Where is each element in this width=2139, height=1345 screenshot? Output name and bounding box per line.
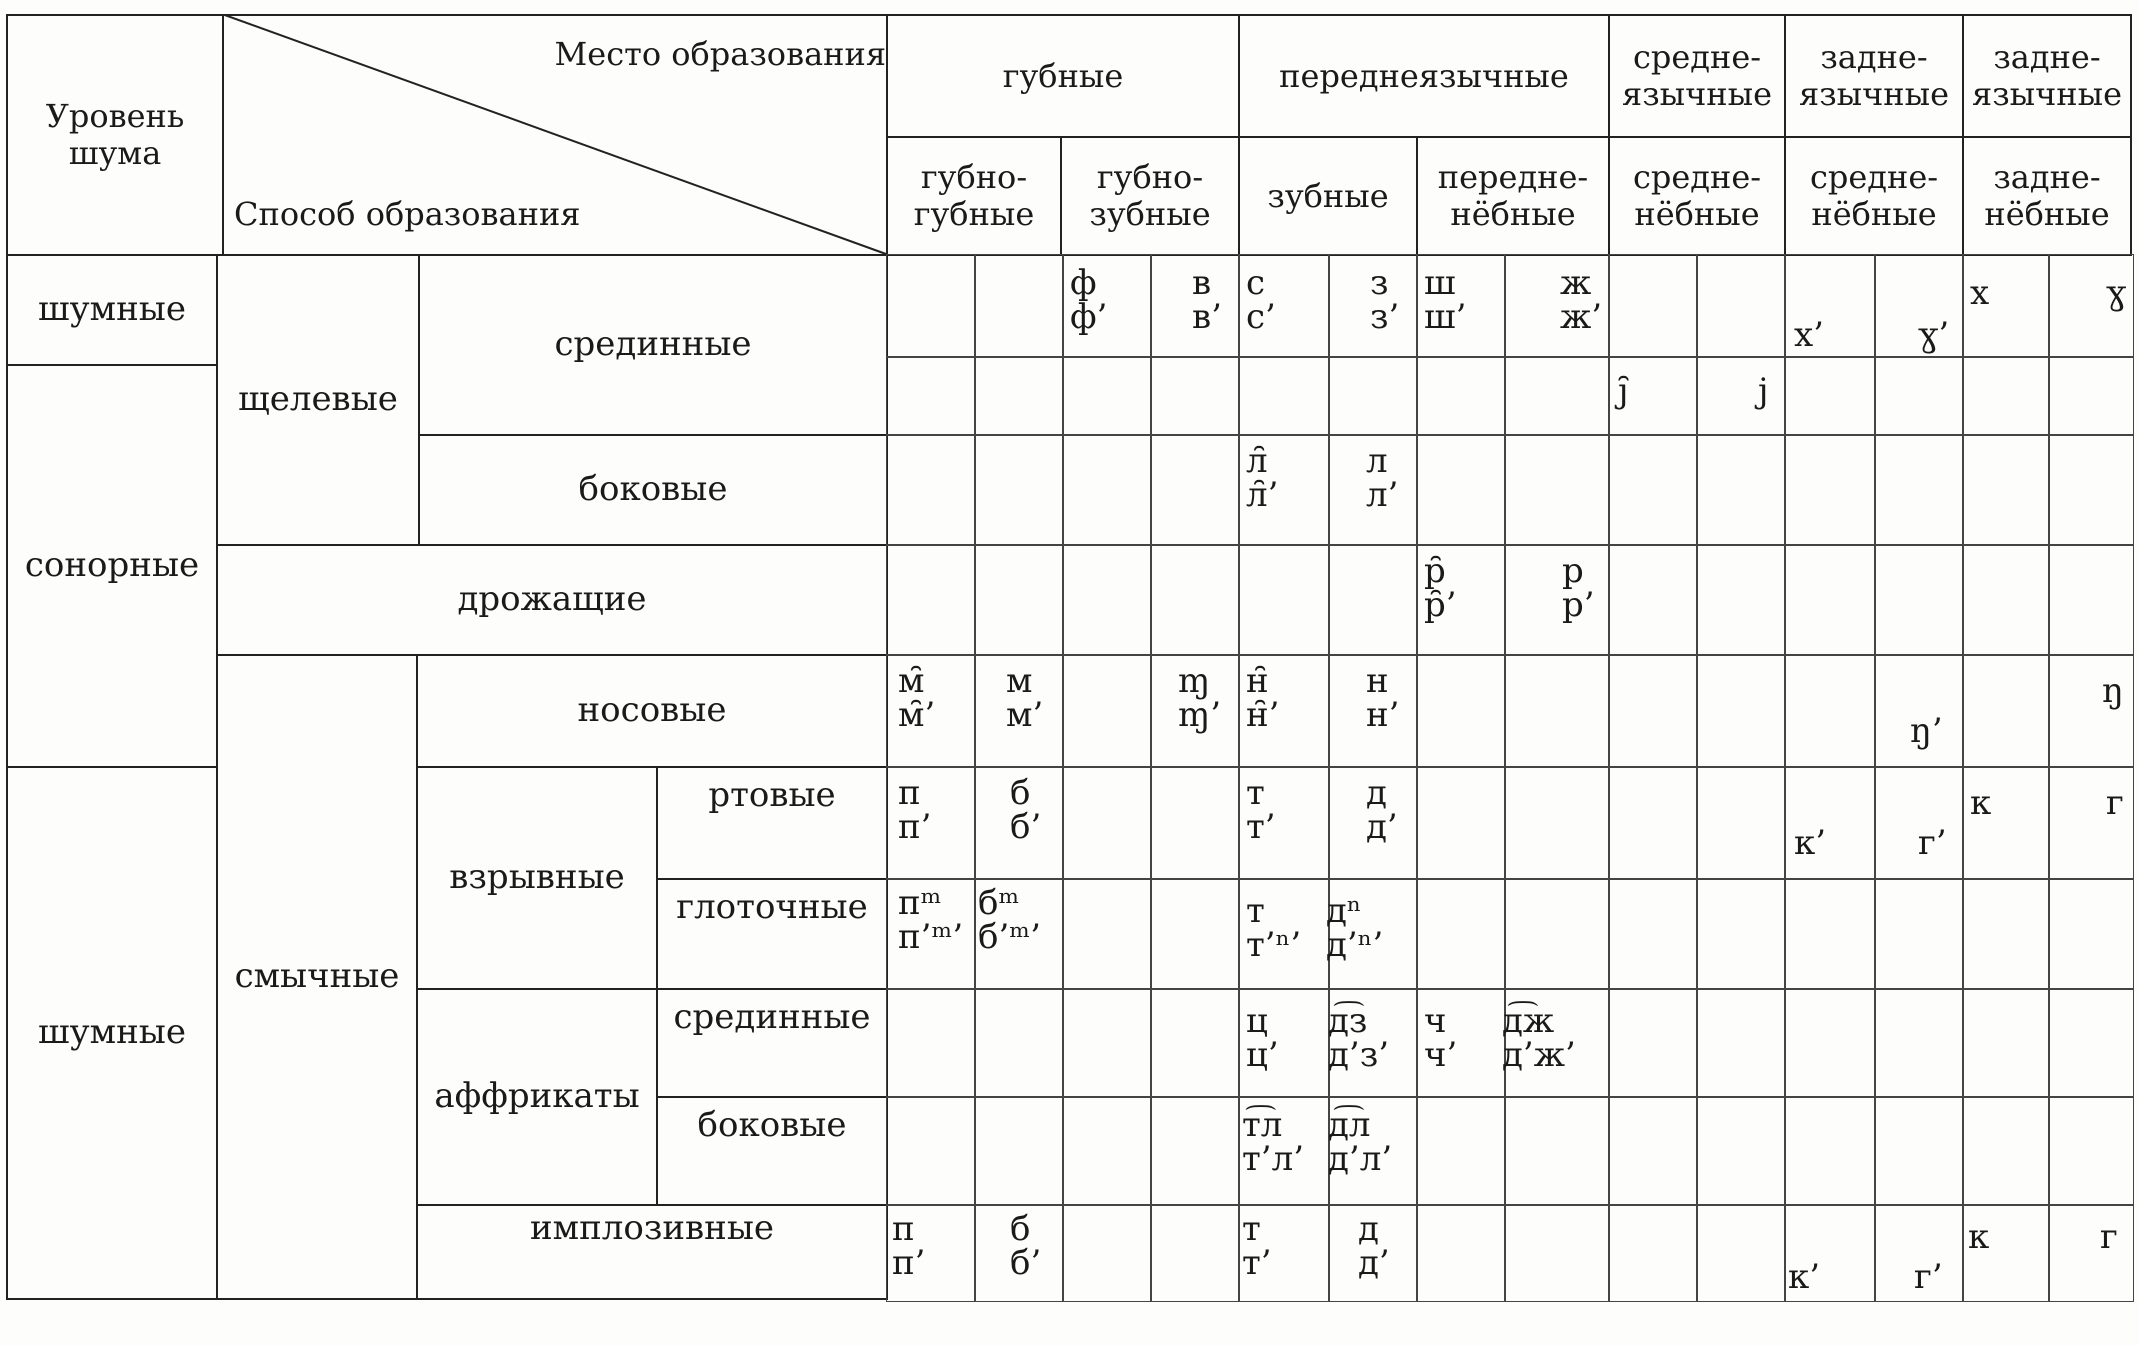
phoneme-eng-palatal: ŋ’ <box>1910 711 1943 751</box>
grid-cell <box>1784 1096 1876 1206</box>
grid-cell <box>1062 544 1152 656</box>
row-aff-median: срединные <box>673 997 871 1038</box>
phoneme-pm: пᵐ п’ᵐ’ <box>898 883 964 957</box>
grid-cell <box>1416 766 1506 880</box>
phoneme-eng: ŋ <box>2102 671 2124 711</box>
group-back-lingual-1: задне- язычные <box>1799 38 1949 113</box>
phoneme-b-implosive: б б’ <box>1010 1209 1042 1283</box>
grid-cell <box>1784 878 1876 990</box>
level-noisy-top: шумные <box>38 289 186 330</box>
grid-cell <box>1416 1096 1506 1206</box>
grid-cell <box>1696 654 1786 768</box>
grid-cell <box>974 988 1064 1098</box>
plosive-label: взрывные <box>449 857 625 898</box>
row-aff-lateral: боковые <box>697 1105 847 1146</box>
grid-cell <box>886 1096 976 1206</box>
phoneme-mj: ɱ ɱ’ <box>1178 661 1222 735</box>
phoneme-gamma-palatal: ɣ’ <box>1918 315 1950 355</box>
grid-cell <box>1962 1096 2050 1206</box>
phoneme-v: в в’ <box>1192 263 1222 337</box>
phoneme-j: j <box>1758 371 1769 411</box>
phoneme-ts: ц ц’ <box>1246 1001 1279 1075</box>
grid-cell <box>1416 878 1506 990</box>
grid-cell <box>1062 434 1152 546</box>
phoneme-p: п п’ <box>898 773 932 847</box>
grid-cell <box>1874 544 1964 656</box>
grid-cell <box>1874 988 1964 1098</box>
grid-cell <box>1504 1096 1610 1206</box>
level-noisy-bottom: шумные <box>38 1012 186 1053</box>
grid-cell <box>1150 766 1240 880</box>
grid-cell <box>974 434 1064 546</box>
grid-cell <box>1150 356 1240 436</box>
phoneme-bm: бᵐ б’ᵐ’ <box>978 883 1041 957</box>
subgroup-dental: зубные <box>1267 176 1389 215</box>
grid-cell <box>1962 356 2050 436</box>
grid-cell <box>1062 988 1152 1098</box>
grid-cell <box>1504 434 1610 546</box>
grid-cell <box>1238 544 1330 656</box>
grid-cell <box>1962 434 2050 546</box>
grid-cell <box>2048 878 2134 990</box>
grid-cell <box>1874 434 1964 546</box>
phoneme-gamma: ɣ <box>2106 273 2127 313</box>
grid-cell <box>1608 766 1698 880</box>
phoneme-g-implosive-palatal: г’ <box>1914 1257 1943 1297</box>
grid-cell <box>1608 254 1698 358</box>
grid-cell <box>1608 544 1698 656</box>
grid-cell <box>974 356 1064 436</box>
grid-cell <box>886 254 976 358</box>
grid-cell <box>1962 878 2050 990</box>
row-median: срединные <box>554 324 752 365</box>
phoneme-dzh: д͡ж д’ж’ <box>1502 1001 1576 1075</box>
grid-cell <box>1150 1096 1240 1206</box>
affricate-label: аффрикаты <box>434 1076 640 1117</box>
grid-cell <box>1696 766 1786 880</box>
subgroup-midpalatal-2: средне- нёбные <box>1809 158 1939 233</box>
phoneme-x: х <box>1970 273 1990 313</box>
group-mid-lingual: средне- язычные <box>1622 38 1772 113</box>
subgroup-labiodental: губно- зубные <box>1089 158 1211 233</box>
phoneme-r-voiceless: р̑ р̑’ <box>1424 551 1457 625</box>
grid-cell <box>1962 544 2050 656</box>
grid-cell <box>1062 1096 1152 1206</box>
grid-cell <box>2048 988 2134 1098</box>
group-labial: губные <box>1002 56 1124 95</box>
grid-cell <box>1150 1204 1240 1302</box>
phoneme-s: с с’ <box>1246 263 1276 337</box>
grid-cell <box>1062 654 1152 768</box>
phoneme-m: м м’ <box>1006 661 1044 735</box>
grid-cell <box>1062 878 1152 990</box>
phoneme-tl: т͡л т’л’ <box>1242 1105 1305 1179</box>
grid-cell <box>1608 878 1698 990</box>
phoneme-n-voiceless: н̑ н̑’ <box>1246 661 1280 735</box>
phoneme-g: г <box>2106 783 2124 823</box>
grid-cell <box>1062 356 1152 436</box>
grid-cell <box>886 434 976 546</box>
grid-cell <box>1696 434 1786 546</box>
phoneme-sh: ш ш’ <box>1424 263 1467 337</box>
phoneme-dl: д͡л д’л’ <box>1328 1105 1393 1179</box>
grid-cell <box>1238 356 1330 436</box>
consonant-table <box>6 14 2132 1300</box>
phoneme-n: н н’ <box>1366 661 1400 735</box>
subgroup-prepalatal: передне- нёбные <box>1437 158 1589 233</box>
grid-cell <box>1696 356 1786 436</box>
grid-cell <box>1696 544 1786 656</box>
grid-cell <box>1784 988 1876 1098</box>
grid-cell <box>1696 878 1786 990</box>
grid-cell <box>1696 1096 1786 1206</box>
grid-cell <box>1874 1096 1964 1206</box>
grid-cell <box>1150 988 1240 1098</box>
grid-cell <box>1784 434 1876 546</box>
phoneme-k-implosive: к <box>1968 1217 1990 1257</box>
phoneme-l: л л’ <box>1366 441 1399 515</box>
grid-cell <box>2048 1096 2134 1206</box>
grid-cell <box>1784 356 1876 436</box>
grid-cell <box>1874 356 1964 436</box>
phoneme-t-implosive: т т’ <box>1242 1209 1272 1283</box>
grid-cell <box>2048 434 2134 546</box>
row-pharyngeal: глоточные <box>676 887 868 928</box>
place-of-articulation-label: Место образования <box>554 34 886 73</box>
grid-cell <box>2048 1204 2134 1302</box>
manner-fricative: щелевые <box>238 379 398 420</box>
phoneme-l-voiceless: л̑ л̑’ <box>1246 441 1279 515</box>
grid-cell <box>1150 878 1240 990</box>
grid-cell <box>1150 544 1240 656</box>
phoneme-j-voiceless: j̑ <box>1618 371 1629 411</box>
phoneme-z: з з’ <box>1370 263 1400 337</box>
grid-cell <box>1962 988 2050 1098</box>
row-trill: дрожащие <box>457 579 647 620</box>
row-lateral: боковые <box>578 469 728 510</box>
grid-cell <box>1696 1204 1786 1302</box>
phoneme-d-implosive: д д’ <box>1358 1209 1390 1283</box>
phoneme-r: р р’ <box>1562 551 1595 625</box>
grid-cell <box>1328 544 1418 656</box>
grid-cell <box>1504 356 1610 436</box>
grid-cell <box>1416 434 1506 546</box>
phoneme-dn: дⁿ д’ⁿ’ <box>1326 891 1384 965</box>
phoneme-k: к <box>1970 783 1992 823</box>
grid-cell <box>1504 766 1610 880</box>
grid-cell <box>1874 878 1964 990</box>
grid-cell <box>1416 356 1506 436</box>
phoneme-d: д д’ <box>1366 773 1398 847</box>
group-back-lingual-2: задне- язычные <box>1972 38 2122 113</box>
subgroup-backpalatal: задне- нёбные <box>1984 158 2110 233</box>
phoneme-tn: т т’ⁿ’ <box>1246 891 1302 965</box>
grid-cell <box>1608 654 1698 768</box>
grid-cell <box>974 1096 1064 1206</box>
phoneme-b: б б’ <box>1010 773 1042 847</box>
grid-cell <box>1696 988 1786 1098</box>
grid-cell <box>974 254 1064 358</box>
phoneme-x-palatal: х’ <box>1794 315 1824 355</box>
manner-stop: смычные <box>234 956 400 997</box>
phoneme-k-palatal: к’ <box>1794 823 1827 863</box>
grid-cell <box>1784 544 1876 656</box>
grid-cell <box>886 544 976 656</box>
grid-cell <box>1608 434 1698 546</box>
grid-cell <box>1504 654 1610 768</box>
level-sonorant: сонорные <box>24 545 200 586</box>
grid-cell <box>1504 1204 1610 1302</box>
phoneme-g-palatal: г’ <box>1918 823 1947 863</box>
grid-cell <box>1416 654 1506 768</box>
grid-cell <box>1150 434 1240 546</box>
grid-cell <box>1416 1204 1506 1302</box>
noise-level-header: Уровень шума <box>45 97 185 172</box>
row-implosive: имплозивные <box>529 1208 775 1249</box>
grid-cell <box>886 356 976 436</box>
grid-cell <box>2048 356 2134 436</box>
phoneme-ch: ч ч’ <box>1424 1001 1458 1075</box>
grid-cell <box>1062 766 1152 880</box>
manner-of-articulation-label: Способ образования <box>234 194 581 233</box>
grid-cell <box>1328 356 1418 436</box>
phoneme-g-implosive: г <box>2100 1217 2118 1257</box>
phoneme-dz: д͡з д’з’ <box>1328 1001 1390 1075</box>
grid-cell <box>1504 878 1610 990</box>
grid-cell <box>1962 654 2050 768</box>
grid-cell <box>1608 988 1698 1098</box>
grid-cell <box>1062 1204 1152 1302</box>
grid-cell <box>886 988 976 1098</box>
row-oral: ртовые <box>708 775 836 816</box>
phoneme-p-implosive: п п’ <box>892 1209 926 1283</box>
phoneme-k-implosive-palatal: к’ <box>1788 1257 1821 1297</box>
grid-cell <box>974 544 1064 656</box>
grid-cell <box>2048 544 2134 656</box>
grid-cell <box>1608 1096 1698 1206</box>
subgroup-midpalatal: средне- нёбные <box>1632 158 1762 233</box>
grid-cell <box>1608 1204 1698 1302</box>
phoneme-zh: ж ж’ <box>1560 263 1603 337</box>
phoneme-m-voiceless: м̑ м̑’ <box>898 661 936 735</box>
grid-cell <box>1696 254 1786 358</box>
subgroup-bilabial: губно- губные <box>913 158 1035 233</box>
grid-cell <box>1784 654 1876 768</box>
phoneme-t: т т’ <box>1246 773 1276 847</box>
row-nasal: носовые <box>577 690 727 731</box>
group-front-lingual: переднеязычные <box>1279 56 1569 95</box>
phoneme-f: ф ф’ <box>1070 263 1108 337</box>
